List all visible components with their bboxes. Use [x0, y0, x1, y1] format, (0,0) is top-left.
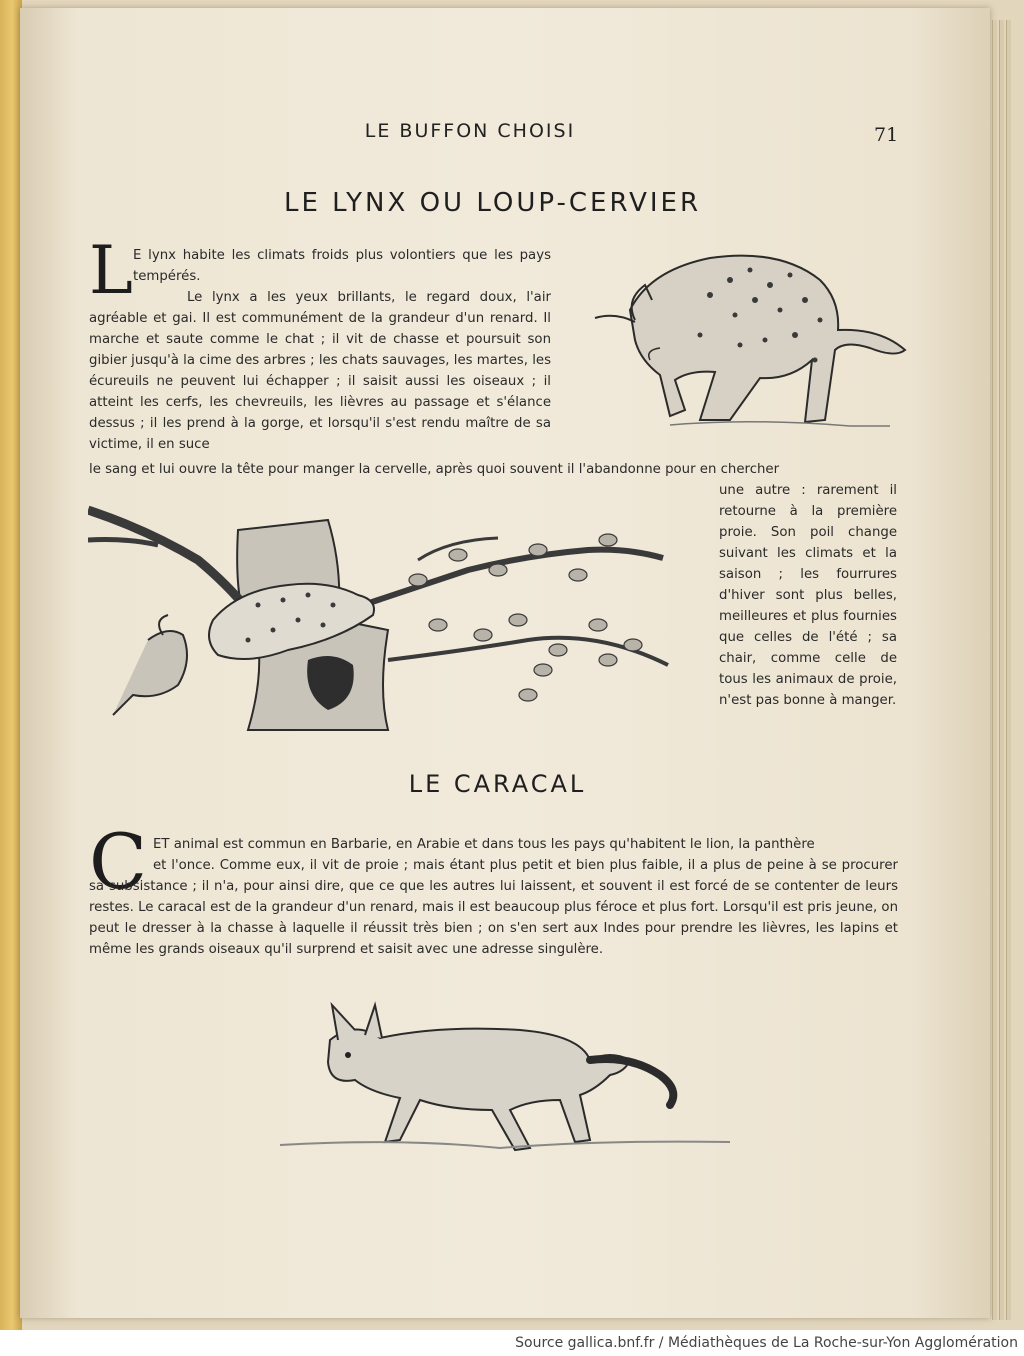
- source-credit: Source gallica.bnf.fr / Médiathèques de La Roche-sur-Yon Agglomération: [515, 1335, 1018, 1351]
- page-number: 71: [874, 124, 899, 146]
- caracal-title: LE CARACAL: [408, 770, 587, 798]
- lynx-paragraph-2: Le lynx a les yeux brillants, le regard doux, l'air agréable et gai. Il est communément de la grandeur d'un renard. Il marche et saute comme le chat ; il vit de chasse et poursuit son gibier jusqu'à la cime des arbres ; les chats sauvages, les martes, les écureuils ne peuvent lui échapper ; il saisit aussi les oiseaux ; il atteint les cerfs, les chevreuils, les lièvres au passage et s'élance dessus ; il les prend à la gorge, et lorsqu'il s'est rendu maître de sa victime, il en suce: [89, 290, 551, 452]
- book-cover-edge: [0, 0, 22, 1330]
- caracal-illustration: [260, 1000, 740, 1170]
- lynx-paragraph-1: E lynx habite les climats froids plus volontiers que les pays tempérés.: [133, 248, 551, 284]
- running-head: LE BUFFON CHOISI: [364, 120, 576, 142]
- page-stack-edge: [1006, 20, 1011, 1320]
- lynx-paragraph-4: une autre : rarement il retourne à la première proie. Son poil change suivant les climats et la saison ; les fourrures d'hiver sont plus belles, meilleures et plus fournies que celles de l'été ; sa chair, comme celle de tous les animaux de proie, n'est pas bonne à manger.: [719, 483, 897, 708]
- page-stack-edge: [999, 20, 1004, 1320]
- lynx-on-tree-illustration: [88, 500, 678, 740]
- lynx-crouching-illustration: [590, 240, 910, 440]
- lynx-paragraph-3: le sang et lui ouvre la tête pour manger la cervelle, après quoi souvent il l'abandonne pour en chercher: [89, 462, 780, 477]
- page-stack-edge: [992, 20, 997, 1320]
- lynx-title: LE LYNX OU LOUP-CERVIER: [283, 188, 702, 218]
- caracal-paragraph-2: et l'once. Comme eux, il vit de proie ; mais étant plus petit et bien plus faible, il a plus de peine à se procurer sa subsistance ; il n'a, pour ainsi dire, que ce que les autres lui laissent, et souvent il est forcé de se contenter de leurs restes. Le caracal est de la grandeur d'un renard, mais il est beaucoup plus féroce et plus fort. Lorsqu'il est pris jeune, on peut le dresser à la chasse à laquelle il réussit très bien ; on s'en sert aux Indes pour prendre les lièvres, les lapins et même les grands oiseaux qu'il surprend et saisit avec une adresse singulère.: [89, 858, 898, 957]
- lynx-drop-cap: L: [89, 232, 133, 309]
- caracal-drop-cap: C: [89, 817, 148, 906]
- caracal-paragraph-1: ET animal est commun en Barbarie, en Arabie et dans tous les pays qu'habitent le lion, la panthère: [153, 837, 815, 852]
